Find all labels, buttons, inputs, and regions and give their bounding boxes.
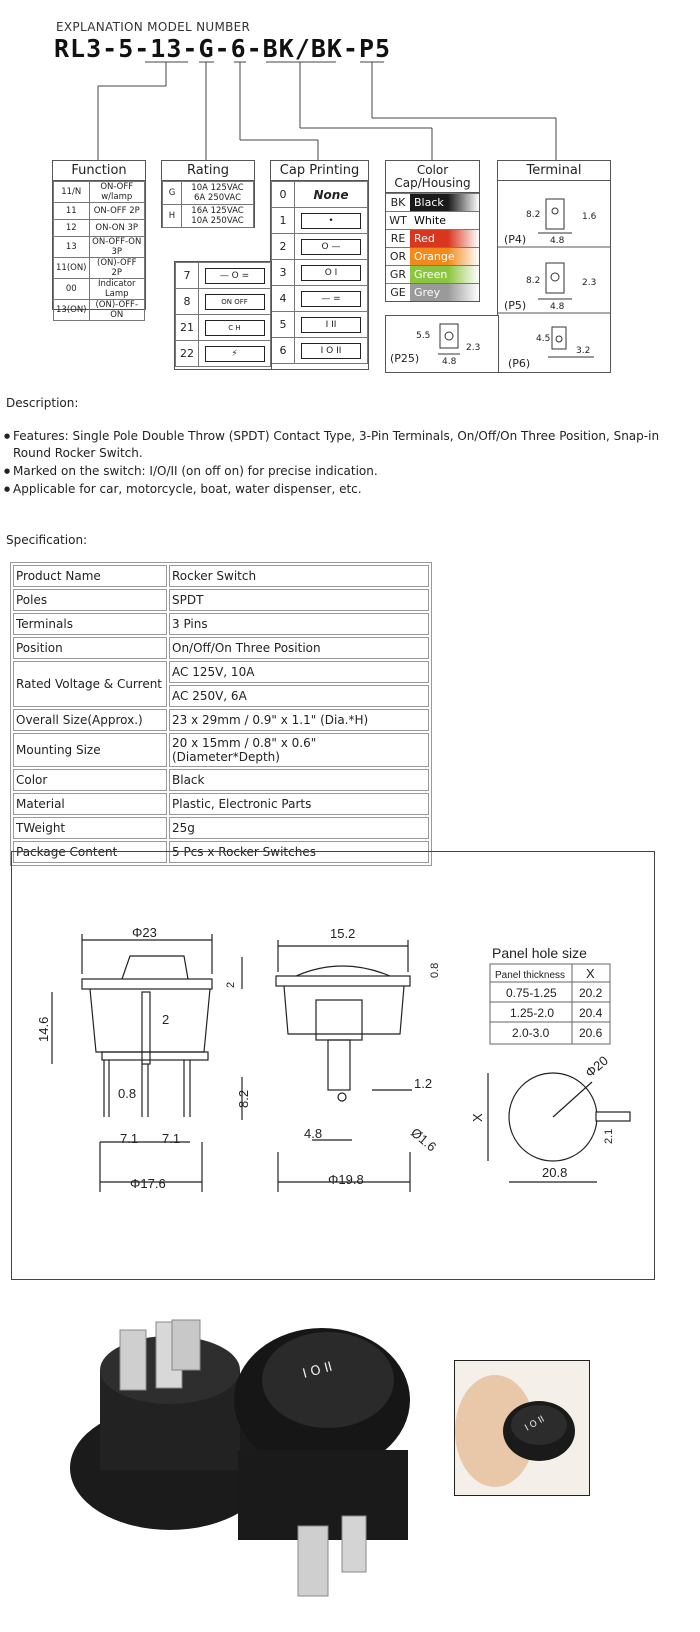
color-code: GE [390,286,406,299]
cap-code: 5 [272,312,295,338]
side-view [276,940,412,1192]
color-subtitle: Cap/Housing [394,176,471,190]
cap-symbol: I O II [301,343,361,359]
description-item: ● Marked on the switch: I/O/II (on off on) for precise indication. [4,463,694,480]
color-rows [386,193,479,301]
color-row [386,211,479,229]
table-row [13,793,429,815]
function-label: (ON)-OFF-ON [89,300,145,321]
spec-key: Mounting Size [13,733,167,767]
rating-title: Rating [162,161,254,181]
terminal-drawings [498,181,610,371]
function-table [53,181,145,321]
technical-drawing [11,851,655,1280]
cap-code: 0 [272,182,295,208]
color-code: OR [389,250,407,263]
rating-box [161,160,255,228]
color-swatch: Orange [410,248,479,265]
description-item: ● Features: Single Pole Double Throw (SPDT) Contact Type, 3-Pin Terminals, On/Off/On Three Position, Snap-in Round Rocker Switch. [4,428,694,462]
cap-table [271,181,368,364]
table-row [13,637,429,659]
cap-code: 4 [272,286,295,312]
terminal-dim: 4.8 [442,357,457,367]
spec-key: Color [13,769,167,791]
function-code: 11 [54,203,90,220]
table-row [13,661,429,683]
color-code: WT [389,214,407,227]
color-swatch: Red [410,230,479,247]
description-title: Description: [6,396,79,410]
spec-value: AC 125V, 10A [169,661,429,683]
cap-marking: I O II [523,1414,547,1434]
table-row [13,733,429,767]
panel-cell: 20.6 [579,1026,603,1040]
terminal-dim: 4.8 [550,236,565,246]
terminal-dim: 2.3 [466,343,481,353]
dim-label: 14.6 [36,1016,51,1042]
table-row [13,613,429,635]
dim-label: 0.8 [429,962,441,978]
spec-value: 3 Pins [169,613,429,635]
panel-cell: 0.75-1.25 [506,986,557,1000]
dim-label: X [470,1113,485,1122]
dim-label: Φ23 [132,925,157,940]
spec-key: Material [13,793,167,815]
explanation-title: EXPLANATION MODEL NUMBER [56,20,251,34]
spec-value: AC 250V, 6A [169,685,429,707]
color-code: BK [390,196,406,209]
terminal-p5 [498,263,610,313]
dim-label: 8.2 [236,1089,251,1108]
spec-value: SPDT [169,589,429,611]
terminal-dim: 8.2 [526,276,541,286]
description-item: ● Applicable for car, motorcycle, boat, water dispenser, etc. [4,481,694,498]
spec-key: Product Name [13,565,167,587]
table-row [13,709,429,731]
table-row [13,589,429,611]
cap-symbol: • [301,213,361,229]
color-swatch: Grey [410,284,479,301]
table-row [13,565,429,587]
dim-label: Ø1.6 [408,1124,440,1155]
cap-code: 21 [176,315,199,341]
cap-code: 8 [176,289,199,315]
color-box [385,160,480,302]
cap-symbol: ⚡ [205,346,265,362]
cap-symbol: — = [301,291,361,307]
cap-symbol: — O = [205,268,265,284]
color-row [386,229,479,247]
color-swatch: White [410,212,479,229]
color-title: Color [416,163,449,177]
spec-value: 23 x 29mm / 0.9" x 1.1" (Dia.*H) [169,709,429,731]
rating-code: H [163,205,182,228]
rating-table [162,181,254,228]
spec-value: Plastic, Electronic Parts [169,793,429,815]
terminal-dim: 5.5 [416,331,431,341]
cap-symbol: O I [301,265,361,281]
connector-lines [0,0,700,170]
color-code: RE [390,232,406,245]
spec-key: TWeight [13,817,167,839]
color-row [386,283,479,301]
function-code: 12 [54,220,90,237]
panel-col: X [586,966,595,981]
function-title: Function [53,161,145,181]
function-code: 11/N [54,182,90,203]
cap-code: 22 [176,341,199,367]
dim-label: 7.1 [162,1131,181,1146]
terminal-dim: 3.2 [576,346,591,356]
rating-line: 6A 250VAC [193,193,242,203]
cap-symbol: C H [205,320,265,336]
spec-value: 20 x 15mm / 0.8" x 0.6" (Diameter*Depth) [169,733,429,767]
rating-line: 10A 125VAC [191,183,244,193]
color-row [386,193,479,211]
cap-printing-title: Cap Printing [271,161,368,181]
spec-value: Black [169,769,429,791]
function-box [52,160,146,320]
terminal-code: (P4) [504,233,527,246]
terminal-dim: 2.3 [582,278,597,288]
terminal-box [497,160,611,373]
terminal-p25-box [385,315,499,373]
spec-key: Terminals [13,613,167,635]
dim-label: 2 [162,1012,170,1027]
cap-printing-box-extra [174,261,272,370]
table-row [13,817,429,839]
dim-label: Φ20 [582,1052,611,1081]
function-label: ON-OFF-ON 3P [89,237,145,258]
front-view [52,934,242,1192]
rating-line: 10A 250VAC [191,216,244,226]
panel-cell: 1.25-2.0 [510,1006,555,1020]
dim-label: 20.8 [542,1165,568,1180]
product-photo [60,1300,430,1630]
panel-title: Panel hole size [492,945,587,961]
dim-label: 7.1 [120,1131,139,1146]
cap-code: 3 [272,260,295,286]
spec-value: 5 Pcs x Rocker Switches [169,841,429,863]
spec-key: Poles [13,589,167,611]
terminal-p6 [508,327,594,370]
function-label: ON-OFF 2P [89,203,145,220]
cap-printing-box [270,160,369,370]
panel-cell: 20.4 [579,1006,603,1020]
color-swatch: Black [410,194,479,211]
panel-col: Panel thickness [495,970,566,981]
model-number: RL3-5-13-G-6-BK/BK-P5 [54,34,392,63]
spec-key: Rated Voltage & Current [13,661,167,707]
cap-symbol: I II [301,317,361,333]
rating-code: G [163,182,182,205]
cap-symbol: ON OFF [205,294,265,310]
terminal-title: Terminal [498,161,610,181]
terminal-dim: 1.6 [582,212,597,222]
terminal-dim: 4.5 [536,334,551,344]
spec-key: Package Content [13,841,167,863]
function-label: (ON)-OFF 2P [89,258,145,279]
terminal-code: (P25) [390,352,420,365]
spec-key: Overall Size(Approx.) [13,709,167,731]
function-label: ON-OFF w/lamp [89,182,145,203]
terminal-dim: 8.2 [526,210,541,220]
function-code: 00 [54,279,90,300]
cap-symbol: O — [301,239,361,255]
cap-code: 2 [272,234,295,260]
spec-value: On/Off/On Three Position [169,637,429,659]
terminal-code: (P6) [508,357,531,370]
dim-label: Φ17.6 [130,1176,166,1191]
spec-value: 25g [169,817,429,839]
dim-label: 15.2 [330,926,356,941]
dim-label: 0.8 [118,1086,137,1101]
function-label: ON-ON 3P [89,220,145,237]
color-code: GR [389,268,407,281]
function-code: 13(ON) [54,300,90,321]
terminal-dim: 4.8 [550,302,565,312]
spec-key: Position [13,637,167,659]
function-code: 13 [54,237,90,258]
cap-table-extra [175,262,271,367]
hand-photo [454,1360,590,1496]
description-list [4,428,694,499]
terminal-code: (P5) [504,299,527,312]
dim-label: Φ19.8 [328,1172,364,1187]
spec-value: Rocker Switch [169,565,429,587]
cap-code: 6 [272,338,295,364]
dim-label: 2.1 [603,1128,615,1144]
terminal-p4 [498,199,610,247]
color-row [386,265,479,283]
cap-marking: I O II [301,1359,335,1382]
panel-cell: 2.0-3.0 [512,1026,550,1040]
cap-code: 1 [272,208,295,234]
table-row [13,769,429,791]
specification-title: Specification: [6,533,88,547]
dim-label: 1.2 [414,1076,433,1091]
specification-table [10,562,432,866]
cap-code: 7 [176,263,199,289]
rating-line: 16A 125VAC [191,206,244,216]
panel-cell: 20.2 [579,986,603,1000]
color-row [386,247,479,265]
function-label: Indicator Lamp [89,279,145,300]
dim-label: 2 [225,981,237,988]
function-code: 11(ON) [54,258,90,279]
color-swatch: Green [410,266,479,283]
cap-none-label: None [295,182,368,208]
dim-label: 4.8 [304,1126,323,1141]
